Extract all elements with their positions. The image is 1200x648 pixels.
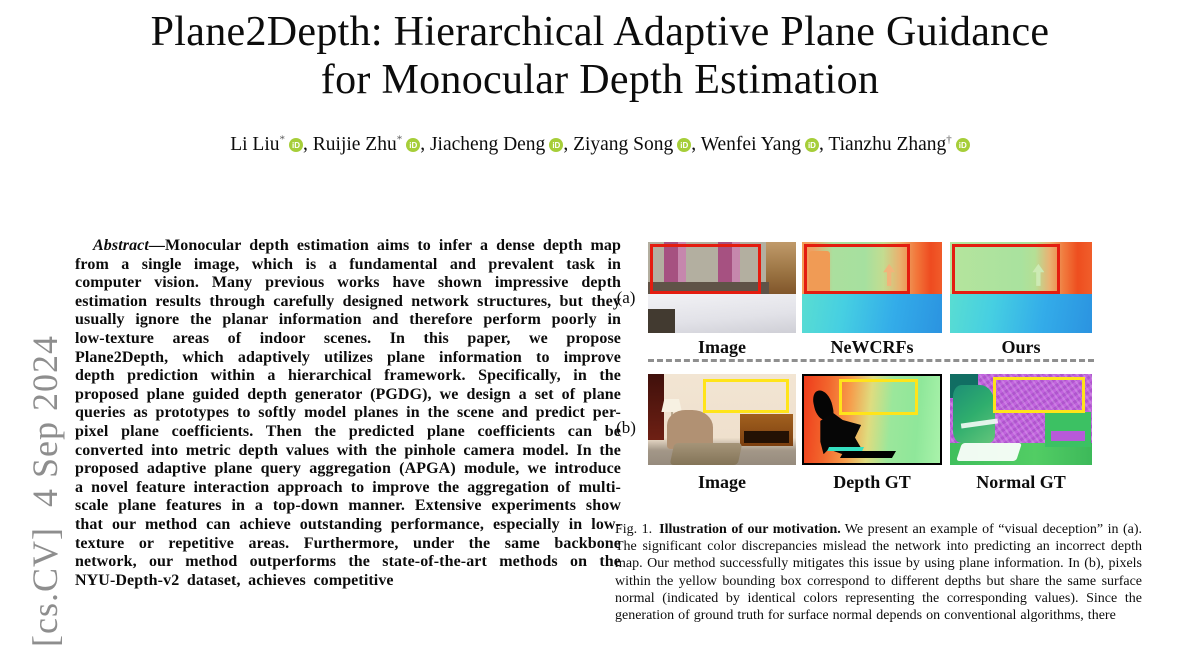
author-name: Wenfei Yang bbox=[700, 133, 801, 155]
orcid-icon[interactable]: iD bbox=[956, 138, 970, 152]
fig-a-label-image: Image bbox=[698, 337, 746, 357]
yellow-bbox bbox=[839, 379, 918, 416]
author-name: Jiacheng Deng bbox=[429, 133, 546, 155]
author-name: Li Liu* bbox=[230, 133, 286, 155]
arxiv-watermark: [cs.CV] 4 Sep 2024 bbox=[25, 335, 65, 647]
author-separator: , bbox=[420, 133, 430, 155]
title-line-1: Plane2Depth: Hierarchical Adaptive Plane Guidance bbox=[150, 9, 1050, 55]
fig-b-label-image: Image bbox=[698, 472, 746, 492]
author-separator: , bbox=[691, 133, 701, 155]
table-edge-highlight bbox=[827, 447, 864, 451]
title-line-2: for Monocular Depth Estimation bbox=[320, 57, 880, 103]
cabinet-opening bbox=[744, 431, 789, 442]
livingroom-curtain bbox=[648, 374, 664, 440]
coffee-table bbox=[669, 443, 742, 465]
fig-b-normal-gt-panel bbox=[950, 374, 1092, 465]
author-separator: , bbox=[303, 133, 313, 155]
abstract-paragraph bbox=[75, 237, 621, 590]
yellow-bbox bbox=[703, 379, 789, 414]
author-separator: , bbox=[818, 133, 829, 155]
abstract-lead: Abstract bbox=[93, 237, 149, 254]
author-separator: , bbox=[563, 133, 574, 155]
fig-b-label-normal-gt: Normal GT bbox=[976, 472, 1066, 492]
yellow-bbox bbox=[993, 377, 1085, 413]
fig-a-label-ours: Ours bbox=[1001, 337, 1041, 357]
normal-gt-cabinet bbox=[1045, 412, 1090, 447]
tv-cabinet bbox=[740, 414, 793, 446]
figure-caption bbox=[615, 521, 1142, 624]
orcid-icon[interactable]: iD bbox=[805, 138, 819, 152]
orcid-icon[interactable]: iD bbox=[677, 138, 691, 152]
fig-row-b-tag: (b) bbox=[616, 418, 636, 437]
fig-a-image-panel bbox=[648, 242, 796, 333]
fig-b-depth-gt-panel bbox=[802, 374, 942, 465]
author-footnote-mark: * bbox=[279, 133, 286, 145]
depth-map-near-region bbox=[802, 294, 942, 333]
orcid-icon[interactable]: iD bbox=[549, 138, 563, 152]
bedroom-shelf bbox=[766, 242, 796, 298]
author-line bbox=[0, 133, 1200, 156]
abstract-body: —Monocular depth estimation aims to infer a dense depth map from a single image, which is a fundamental and prevalent task in computer vision. Many previous works have shown impressive depth estimation results through carefully designed network structures, but they usually ignore the planar information and therefore perform poorly in low-texture areas of indoor scenes. In this paper, we propose Plane2Depth, which adaptively utilizes plane information to improve depth prediction within a hierarchical framework. Specifically, in the proposed plane guided depth generator (PGDG), we design a set of plane queries as prototypes to softly model planes in the scene and predict per-pixel plane coefficients. Then the predicted plane coefficients can be converted into metric depth values with the pinhole camera model. In the proposed adaptive plane query aggregation (APGA) module, we introduce a novel feature interaction approach to improve the aggregation of multi-scale plane features in a top-down manner. Extensive experiments show that our method can achieve outstanding performance, especially in low-texture or repetitive areas. Furthermore, under the same backbone network, our method outperforms the state-of-the-art methods on the NYU-Depth-v2 dataset, achieves competitive bbox=[75, 237, 621, 589]
normal-gt-cabinet-panel bbox=[1051, 431, 1086, 441]
fig-b-image-panel bbox=[648, 374, 796, 465]
red-bbox bbox=[804, 244, 910, 294]
author-footnote-mark: † bbox=[946, 133, 952, 145]
author-name: Ruijie Zhu* bbox=[312, 133, 403, 155]
red-bbox bbox=[650, 244, 761, 294]
bedroom-bedframe bbox=[648, 309, 675, 333]
dashed-divider bbox=[648, 359, 1094, 362]
orcid-icon[interactable]: iD bbox=[289, 138, 303, 152]
caption-bold-lead: Illustration of our motivation. bbox=[659, 522, 841, 537]
fig-a-label-newcrfs: NeWCRFs bbox=[830, 337, 914, 357]
red-bbox bbox=[952, 244, 1060, 294]
paper-title bbox=[0, 8, 1200, 104]
fig-a-ours-panel bbox=[950, 242, 1092, 333]
orcid-icon[interactable]: iD bbox=[406, 138, 420, 152]
fig-b-label-depth-gt: Depth GT bbox=[833, 472, 911, 492]
fig-row-a-tag: (a) bbox=[616, 288, 636, 307]
author-name: Tianzhu Zhang† bbox=[828, 133, 952, 155]
fig-a-newcrfs-panel bbox=[802, 242, 942, 333]
normal-gt-armchair bbox=[953, 385, 996, 443]
caption-text: We present an example of “visual deception” in (a). The significant color discrepancies mislead the network into predicting an incorrect depth map. Our method successfully mitigates this issue by using plane information. In (b), pixels within the yellow bounding box correspond to different depths but share the same surface normal (indicated by identical colors representing the corresponding values). Since the generation of ground truth for surface normal depends on conventional algorithms, there bbox=[615, 522, 1142, 624]
author-name: Ziyang Song bbox=[573, 133, 674, 155]
figure-number: Fig. 1. bbox=[615, 522, 653, 537]
normal-gt-table bbox=[956, 443, 1022, 461]
author-footnote-mark: * bbox=[396, 133, 403, 145]
missing-depth-blob bbox=[840, 451, 896, 458]
depth-map-near-region bbox=[950, 294, 1092, 333]
